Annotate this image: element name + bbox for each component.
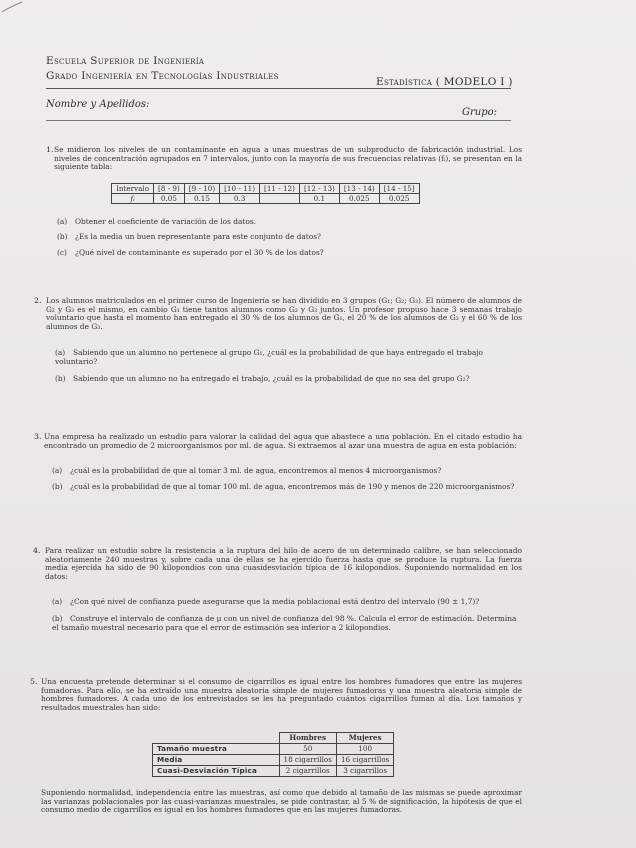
part-label: (b) — [55, 374, 66, 383]
q5-samples-table — [152, 732, 394, 777]
name-label: Nombre y Apellidos: — [46, 99, 150, 110]
table-cell: [9 - 10) — [184, 184, 219, 194]
table-cell: 0.05 — [154, 194, 185, 204]
part-label: (b) — [52, 614, 63, 623]
table-cell: Cuasi-Desviación Típica — [153, 766, 280, 777]
table-cell: 2 cigarrillos — [279, 766, 336, 777]
part-text: Sabiendo que un alumno no ha entregado el trabajo, ¿cuál es la probabilidad de que no sea del grupo G₂? — [73, 374, 470, 383]
part-text: ¿Con qué nivel de confianza puede asegurarse que la media poblacional está dentro del intervalo (90 ± 1,7)? — [70, 597, 480, 606]
header-rule — [46, 88, 511, 89]
part-text: ¿Qué nivel de contaminante es superado por el 30 % de los datos? — [75, 248, 324, 257]
part-label: (a) — [55, 348, 66, 357]
table-row — [112, 184, 420, 194]
table-row — [153, 766, 394, 777]
table-cell: [12 - 13) — [299, 184, 339, 194]
table-cell: [14 - 15] — [379, 184, 419, 194]
q2-number: 2. — [34, 296, 42, 305]
table-cell: 0.1 — [299, 194, 339, 204]
name-rule — [46, 120, 511, 121]
table-cell: 3 cigarrillos — [336, 766, 393, 777]
table-header-cell: Hombres — [279, 733, 336, 744]
table-cell: 0.025 — [379, 194, 419, 204]
table-cell: Media — [153, 755, 280, 766]
q3-part-b — [52, 483, 522, 492]
table-cell: Intervalo — [112, 184, 154, 194]
part-text: Obtener el coeficiente de variación de los datos. — [75, 217, 256, 226]
q5-text: Una encuesta pretende determinar si el consumo de cigarrillos es igual entre los hombres fumadores que entre las mujeres fumadoras. Para ello, se ha extraído una muestra aleatoria simple de mujeres fumadoras y una muestra aleatoria simple de hombres fumadores. A cada uno de los entrevistados se les ha preguntado cuántos cigarrillos fuman al día. Los tamaños y resultados muestrales han sido: — [41, 677, 522, 713]
q1-part-c — [57, 249, 517, 258]
pen-mark-icon — [0, 0, 30, 18]
table-row — [153, 744, 394, 755]
table-cell: 0.025 — [339, 194, 379, 204]
school-name: Escuela Superior de Ingeniería — [46, 55, 205, 67]
q1-text: Se midieron los niveles de un contaminante en agua a unas muestras de un subproducto de fabricación industrial. Los niveles de concentración agrupados en 7 intervalos, junto con la mayoría de sus frecuencias relativas (fᵢ), se presentan en la siguiente tabla: — [54, 145, 522, 172]
part-text: ¿cuál es la probabilidad de que al tomar 100 ml. de agua, encontremos más de 190 y menos de 220 microorganismos? — [70, 482, 515, 491]
paper-smudge — [555, 520, 605, 555]
part-text: Sabiendo que un alumno no pertenece al grupo G₁, ¿cuál es la probabilidad de que haya entregado el trabajo voluntario? — [55, 348, 484, 366]
table-cell: Tamaño muestra — [153, 744, 280, 755]
table-cell: 0.3 — [220, 194, 260, 204]
q1-frequency-table — [111, 183, 420, 204]
table-cell: fᵢ — [112, 194, 154, 204]
q1-part-b — [57, 233, 517, 242]
part-label: (a) — [57, 217, 68, 226]
subject-title: Estadística ( MODELO I ) — [376, 76, 513, 88]
part-label: (b) — [57, 232, 68, 241]
table-cell: [8 - 9) — [154, 184, 185, 194]
table-cell: 0.15 — [184, 194, 219, 204]
q4-part-a — [52, 598, 522, 607]
q4-text: Para realizar un estudio sobre la resistencia a la ruptura del hilo de acero de un determinado calibre, se han seleccionado aleatoriamente 240 muestras y, sobre cada una de ellas se ha ejercido fuerza hasta que se produce la ruptura. La fuerza media ejercida ha sido de 90 kilopondios con una cuasidesviación típica de 16 kilopondios. Suponiendo normalidad en los datos: — [45, 546, 522, 582]
degree-name: Grado Ingeniería en Tecnologías Industriales — [46, 70, 279, 82]
table-row — [153, 733, 394, 744]
table-row — [112, 194, 420, 204]
table-cell: 16 cigarrillos — [336, 755, 393, 766]
q2-part-b — [55, 375, 521, 384]
table-cell: [11 - 12) — [260, 184, 300, 194]
q4-number: 4. — [33, 546, 41, 555]
table-header-cell: Mujeres — [336, 733, 393, 744]
part-text: ¿cuál es la probabilidad de que al tomar 3 ml. de agua, encontremos al menos 4 microorganismos? — [70, 466, 442, 475]
table-row — [153, 755, 394, 766]
part-text: ¿Es la media un buen representante para este conjunto de datos? — [75, 232, 321, 241]
group-label: Grupo: — [462, 107, 497, 118]
table-cell — [260, 194, 300, 204]
part-label: (b) — [52, 482, 63, 491]
q1-part-a — [57, 218, 517, 227]
table-cell: 18 cigarrillos — [279, 755, 336, 766]
table-cell: [10 - 11) — [220, 184, 260, 194]
table-cell: [13 - 14) — [339, 184, 379, 194]
q2-text: Los alumnos matriculados en el primer curso de Ingeniería se han dividido en 3 grupos (G₁; G₂; G₃). El número de alumnos de G₂ y G₃ es el mismo, en cambio G₁ tiene tantos alumnos como G₂ y G₃ juntos. Un profesor propuso hace 3 semanas trabajo voluntario que hasta el momento han entregado el 30 % de los alumnos de G₁, el 20 % de los alumnos de G₂ y el 60 % de los alumnos de G₃. — [46, 296, 522, 332]
table-cell: 50 — [279, 744, 336, 755]
part-label: (c) — [57, 248, 67, 257]
part-label: (a) — [52, 466, 63, 475]
part-text: Construye el intervalo de confianza de μ con un nivel de confianza del 98 %. Calcula el error de estimación. Determina el tamaño muestral necesario para que el error de estimación sea inferior a 2 kilopondios. — [52, 614, 517, 632]
q1-number: 1. — [46, 145, 54, 154]
q3-part-a — [52, 467, 522, 476]
table-cell — [153, 733, 280, 744]
q5-final-text: Suponiendo normalidad, independencia entre las muestras, así como que debido al tamaño de las mismas se puede aproximar las varianzas poblacionales por las cuasi-varianzas muestrales, se pide contrastar, al 5 % de significación, la hipótesis de que el consumo medio de cigarrillos es igual en los hombres fumadores que en las mujeres fumadoras. — [41, 788, 522, 815]
q2-part-a — [55, 349, 521, 366]
part-label: (a) — [52, 597, 63, 606]
q3-text: Una empresa ha realizado un estudio para valorar la calidad del agua que abastece a una población. En el citado estudio ha encontrado un promedio de 2 microorganismos por ml. de agua. Si extraemos al azar una muestra de agua en esta población: — [44, 432, 522, 450]
q4-part-b — [52, 615, 522, 632]
q5-number: 5. — [30, 677, 38, 686]
table-cell: 100 — [336, 744, 393, 755]
q3-number: 3. — [34, 432, 42, 441]
